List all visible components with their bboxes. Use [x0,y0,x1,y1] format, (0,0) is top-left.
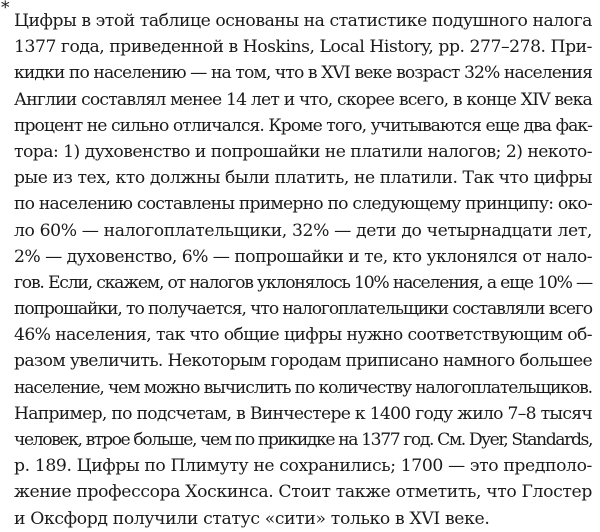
footnote-line: гов. Если, скажем, от налогов уклонялось 10% населения, а еще 10% — [14,272,592,293]
footnote-line: и Оксфорд получили статус «сити» только в XVI веке. [14,508,490,529]
footnote-line: 1377 года, приведенной в Hoskins, Local History, pp. 277–278. При- [14,37,592,58]
footnote-line: кидки по населению — на том, что в XVI веке возраст 32% населения [14,63,592,84]
footnote-line: рые из тех, кто должны были платить, не платили. Так что цифры [14,168,592,189]
footnote-line: попрошайки, то получается, что налогоплательщики составляли всего [14,299,592,320]
footnote-line: Цифры в этой таблице основаны на статистике подушного налога [14,11,592,31]
footnote-line: Англии составлял менее 14 лет и что, скорее всего, в конце XIV века [14,89,592,110]
footnote-line: ло 60% — налогоплательщики, 32% — дети до четырнадцати лет, [14,220,592,241]
footnote-line: тора: 1) духовенство и попрошайки не платили налогов; 2) некото- [14,141,592,162]
footnote-line: жение профессора Хоскинса. Стоит также отметить, что Глостер [14,482,592,503]
footnote-line: население, чем можно вычислить по количеству налогоплательщиков. [14,377,592,398]
footnote-marker: * [1,0,10,18]
footnote-line: процент не сильно отличался. Кроме того, учитываются еще два фак- [14,115,592,136]
footnote-line: 2% — духовенство, 6% — попрошайки и те, кто уклонялся от нало- [14,246,592,267]
footnote-text [14,8,592,532]
footnote-line: разом увеличить. Некоторым городам приписано намного большее [14,351,592,372]
footnote-line: p. 189. Цифры по Плимуту не сохранились; 1700 — это предполо- [14,456,592,477]
footnote-line: Например, по подсчетам, в Винчестере к 1400 году жило 7–8 тысяч [14,403,592,424]
footnote-line: человек, втрое больше, чем по прикидке на 1377 год. См. Dyer, Standards, [14,430,592,450]
footnote-line: 46% населения, так что общие цифры нужно соответствующим об- [14,325,592,346]
footnote-line: по населению составлены примерно по следующему принципу: око- [14,194,592,215]
